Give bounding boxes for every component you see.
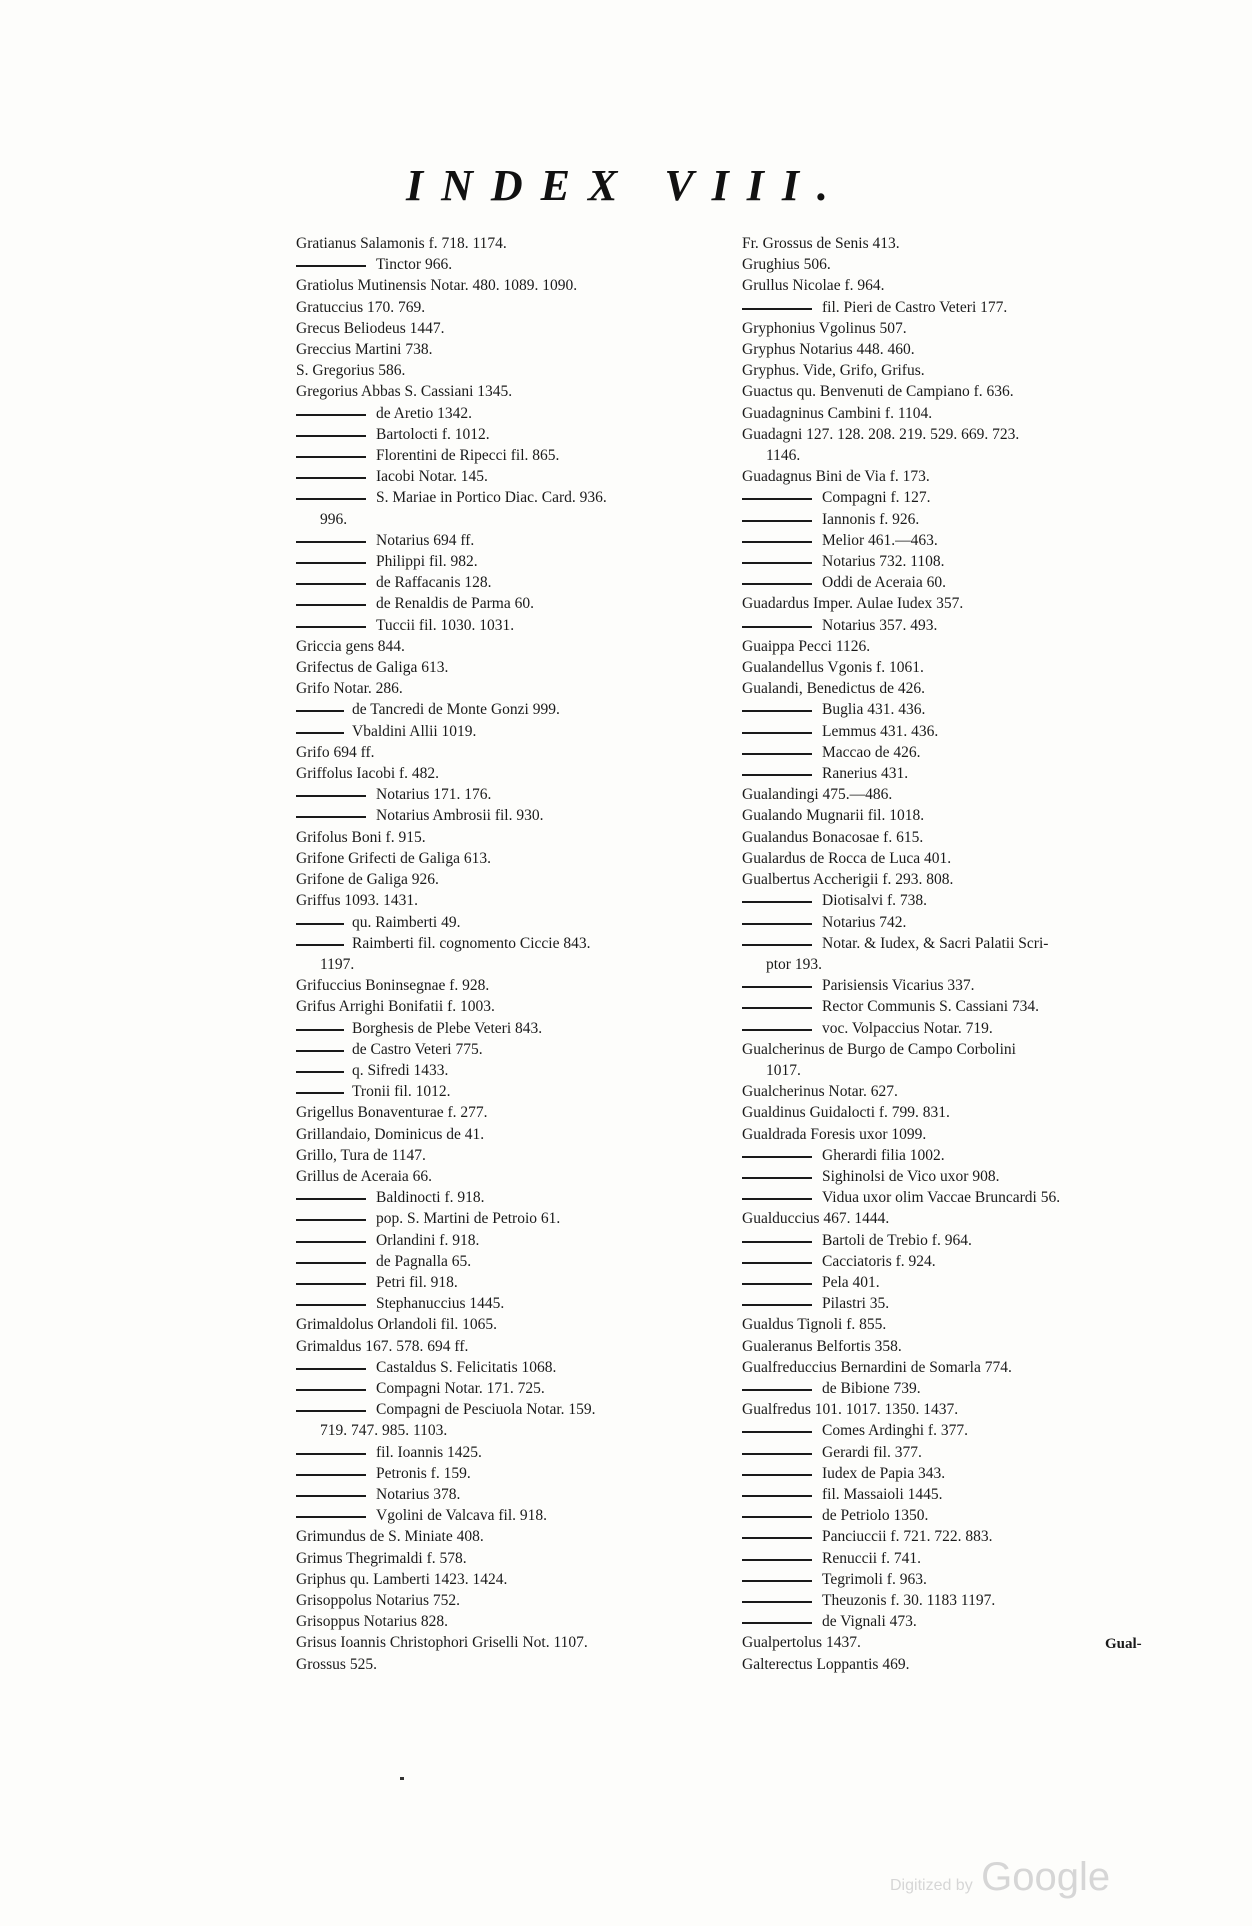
index-entry: Iudex de Papia 343.	[742, 1463, 1182, 1484]
index-entry: Orlandini f. 918.	[296, 1230, 741, 1251]
index-entry: Bartoli de Trebio f. 964.	[742, 1230, 1182, 1251]
index-entry: Gualfreduccius Bernardini de Somarla 774.	[742, 1358, 1012, 1376]
index-entry: Compagni f. 127.	[742, 487, 1182, 508]
index-entry: Grifectus de Galiga 613.	[296, 659, 449, 677]
index-entry: de Raffacanis 128.	[296, 572, 741, 593]
index-entry: Grillandaio, Dominicus de 41.	[296, 1125, 485, 1143]
index-entry: Gualbertus Accherigii f. 293. 808.	[742, 871, 954, 889]
index-entry: de Vignali 473.	[742, 1611, 1182, 1632]
index-entry: ptor 193.	[766, 955, 822, 973]
index-entry: Guadardus Imper. Aulae Iudex 357.	[742, 595, 964, 613]
index-entry: Grifuccius Boninsegnae f. 928.	[296, 977, 490, 995]
index-entry: de Bibione 739.	[742, 1378, 1182, 1399]
index-entry: Gherardi filia 1002.	[742, 1145, 1182, 1166]
index-entry: Griffus 1093. 1431.	[296, 892, 418, 910]
index-entry: Guadagninus Cambini f. 1104.	[742, 404, 933, 422]
index-entry: Pela 401.	[742, 1272, 1182, 1293]
index-entry: Gratianus Salamonis f. 718. 1174.	[296, 235, 507, 252]
index-entry: Iacobi Notar. 145.	[296, 466, 741, 487]
index-entry: fil. Ioannis 1425.	[296, 1442, 741, 1463]
index-entry: Panciuccii f. 721. 722. 883.	[742, 1526, 1182, 1547]
index-entry: q. Sifredi 1433.	[296, 1060, 741, 1081]
index-entry: Borghesis de Plebe Veteri 843.	[296, 1018, 741, 1039]
index-entry: Compagni de Pesciuola Notar. 159.	[296, 1399, 741, 1420]
digitized-by-google-watermark	[890, 1855, 1110, 1900]
catchword: Gual-	[1105, 1636, 1142, 1652]
index-column-left	[296, 233, 741, 1675]
index-entry: Diotisalvi f. 738.	[742, 890, 1182, 911]
index-entry: Grossus 525.	[296, 1655, 377, 1673]
index-entry: Vbaldini Allii 1019.	[296, 721, 741, 742]
index-entry: Grimus Thegrimaldi f. 578.	[296, 1549, 467, 1567]
index-entry: Grillo, Tura de 1147.	[296, 1146, 426, 1164]
index-entry: Gualduccius 467. 1444.	[742, 1210, 890, 1228]
index-entry: Grillus de Aceraia 66.	[296, 1167, 433, 1185]
index-entry: de Aretio 1342.	[296, 403, 741, 424]
index-entry: Gerardi fil. 377.	[742, 1442, 1182, 1463]
index-entry: Comes Ardinghi f. 377.	[742, 1420, 1182, 1441]
index-entry: 1197.	[320, 955, 355, 973]
index-entry: Parisiensis Vicarius 337.	[742, 975, 1182, 996]
index-entry: Grisoppus Notarius 828.	[296, 1613, 448, 1631]
index-entry: Renuccii f. 741.	[742, 1548, 1182, 1569]
index-entry: Gryphus Notarius 448. 460.	[742, 341, 915, 359]
index-entry: Guadagni 127. 128. 208. 219. 529. 669. 723.	[742, 425, 1020, 443]
index-entry: Theuzonis f. 30. 1183 1197.	[742, 1590, 1182, 1611]
index-entry: Gualandellus Vgonis f. 1061.	[742, 659, 924, 677]
index-entry: Fr. Grossus de Senis 413.	[742, 235, 900, 252]
index-entry: Grifus Arrighi Bonifatii f. 1003.	[296, 998, 495, 1016]
index-entry: 996.	[320, 510, 348, 528]
index-entry: Tuccii fil. 1030. 1031.	[296, 615, 741, 636]
index-entry: Gualandi, Benedictus de 426.	[742, 680, 925, 698]
index-entry: pop. S. Martini de Petroio 61.	[296, 1208, 741, 1229]
index-entry: Grughius 506.	[742, 256, 831, 274]
index-entry: Compagni Notar. 171. 725.	[296, 1378, 741, 1399]
index-entry: de Tancredi de Monte Gonzi 999.	[296, 699, 741, 720]
index-entry: Grifone Grifecti de Galiga 613.	[296, 849, 491, 867]
index-entry: Guaippa Pecci 1126.	[742, 637, 871, 655]
index-entry: Pilastri 35.	[742, 1293, 1182, 1314]
index-entry: Greccius Martini 738.	[296, 341, 433, 359]
index-entry: Bartolocti f. 1012.	[296, 424, 741, 445]
index-entry: Gualcherinus de Burgo de Campo Corbolini	[742, 1040, 1016, 1058]
index-entry: Gualardus de Rocca de Luca 401.	[742, 849, 952, 867]
index-entry: Grisoppolus Notarius 752.	[296, 1592, 461, 1609]
index-entry: Gualeranus Belfortis 358.	[742, 1337, 902, 1355]
index-entry: Griphus qu. Lamberti 1423. 1424.	[296, 1570, 508, 1588]
index-entry: Guadagnus Bini de Via f. 173.	[742, 468, 930, 486]
index-entry: Grecus Beliodeus 1447.	[296, 319, 445, 337]
page-title: INDEX VIII.	[405, 161, 847, 210]
index-entry: Gualfredus 101. 1017. 1350. 1437.	[742, 1401, 959, 1419]
index-entry: Grifolus Boni f. 915.	[296, 828, 426, 846]
index-entry: Griffolus Iacobi f. 482.	[296, 765, 440, 783]
index-entry: Gualando Mugnarii fil. 1018.	[742, 807, 925, 825]
index-entry: qu. Raimberti 49.	[296, 912, 741, 933]
index-entry: Grifo Notar. 286.	[296, 680, 403, 698]
index-entry: fil. Massaioli 1445.	[742, 1484, 1182, 1505]
index-entry: de Renaldis de Parma 60.	[296, 593, 741, 614]
index-entry: Grimaldolus Orlandoli fil. 1065.	[296, 1316, 498, 1334]
index-entry: Gualandingi 475.—486.	[742, 786, 893, 804]
index-entry: Grimaldus 167. 578. 694 ff.	[296, 1337, 469, 1355]
index-entry: Grifo 694 ff.	[296, 743, 375, 761]
index-entry: voc. Volpaccius Notar. 719.	[742, 1018, 1182, 1039]
index-entry: Notarius 732. 1108.	[742, 551, 1182, 572]
index-entry: Melior 461.—463.	[742, 530, 1182, 551]
index-entry: fil. Pieri de Castro Veteri 177.	[742, 297, 1182, 318]
index-entry: Grimundus de S. Miniate 408.	[296, 1528, 484, 1546]
index-column-right	[742, 233, 1182, 1675]
watermark-logo: Google	[981, 1855, 1111, 1899]
index-entry: Gualdinus Guidalocti f. 799. 831.	[742, 1104, 950, 1122]
index-entry: S. Gregorius 586.	[296, 362, 406, 380]
index-entry: S. Mariae in Portico Diac. Card. 936.	[296, 487, 741, 508]
index-entry: Rector Communis S. Cassiani 734.	[742, 996, 1182, 1017]
index-entry: Gualdrada Foresis uxor 1099.	[742, 1125, 927, 1143]
index-entry: Maccao de 426.	[742, 742, 1182, 763]
index-entry: Petri fil. 918.	[296, 1272, 741, 1293]
index-entry: Grisus Ioannis Christophori Griselli Not. 1107.	[296, 1634, 588, 1652]
index-entry: Notarius 171. 176.	[296, 784, 741, 805]
index-entry: Grullus Nicolae f. 964.	[742, 277, 885, 295]
index-entry: Gregorius Abbas S. Cassiani 1345.	[296, 383, 513, 401]
index-entry: Gualandus Bonacosae f. 615.	[742, 828, 924, 846]
index-entry: Gualcherinus Notar. 627.	[742, 1083, 898, 1101]
index-entry: Petronis f. 159.	[296, 1463, 741, 1484]
index-entry: Notarius 694 ff.	[296, 530, 741, 551]
index-entry: Tegrimoli f. 963.	[742, 1569, 1182, 1590]
index-entry: Notarius 742.	[742, 912, 1182, 933]
index-entry: 719. 747. 985. 1103.	[320, 1422, 448, 1440]
index-entry: Galterectus Loppantis 469.	[742, 1655, 910, 1673]
index-entry: Sighinolsi de Vico uxor 908.	[742, 1166, 1182, 1187]
ink-speck	[400, 1777, 404, 1780]
index-entry: 1146.	[766, 447, 801, 465]
index-entry: Lemmus 431. 436.	[742, 721, 1182, 742]
index-entry: Gualdus Tignoli f. 855.	[742, 1316, 887, 1334]
index-entry: de Petriolo 1350.	[742, 1505, 1182, 1526]
watermark-prefix: Digitized by	[890, 1877, 973, 1894]
index-entry: Buglia 431. 436.	[742, 699, 1182, 720]
index-entry: Gryphus. Vide, Grifo, Grifus.	[742, 362, 925, 380]
index-entry: Gratiolus Mutinensis Notar. 480. 1089. 1090.	[296, 277, 578, 295]
index-entry: Guactus qu. Benvenuti de Campiano f. 636.	[742, 383, 1014, 401]
index-entry: Vgolini de Valcava fil. 918.	[296, 1505, 741, 1526]
index-entry: Grifone de Galiga 926.	[296, 871, 439, 889]
index-entry: Gryphonius Vgolinus 507.	[742, 319, 907, 337]
index-entry: Tinctor 966.	[296, 254, 741, 275]
index-entry: Notarius 378.	[296, 1484, 741, 1505]
index-entry: Raimberti fil. cognomento Ciccie 843.	[296, 933, 741, 954]
index-entry: Tronii fil. 1012.	[296, 1081, 741, 1102]
index-entry: de Pagnalla 65.	[296, 1251, 741, 1272]
index-entry: Florentini de Ripecci fil. 865.	[296, 445, 741, 466]
index-entry: Griccia gens 844.	[296, 637, 405, 655]
index-entry: Notarius Ambrosii fil. 930.	[296, 805, 741, 826]
index-entry: Ranerius 431.	[742, 763, 1182, 784]
index-entry: Baldinocti f. 918.	[296, 1187, 741, 1208]
index-entry: Cacciatoris f. 924.	[742, 1251, 1182, 1272]
index-entry: Castaldus S. Felicitatis 1068.	[296, 1357, 741, 1378]
index-entry: Grigellus Bonaventurae f. 277.	[296, 1104, 488, 1122]
index-entry: Notarius 357. 493.	[742, 615, 1182, 636]
index-entry: Stephanuccius 1445.	[296, 1293, 741, 1314]
index-entry: Gualpertolus 1437.	[742, 1634, 861, 1652]
index-entry: 1017.	[766, 1061, 801, 1079]
index-entry: Iannonis f. 926.	[742, 509, 1182, 530]
index-entry: Philippi fil. 982.	[296, 551, 741, 572]
index-entry: Gratuccius 170. 769.	[296, 298, 426, 316]
index-entry: de Castro Veteri 775.	[296, 1039, 741, 1060]
index-entry: Notar. & Iudex, & Sacri Palatii Scri-	[742, 933, 1182, 954]
index-entry: Vidua uxor olim Vaccae Bruncardi 56.	[742, 1187, 1182, 1208]
index-entry: Oddi de Aceraia 60.	[742, 572, 1182, 593]
